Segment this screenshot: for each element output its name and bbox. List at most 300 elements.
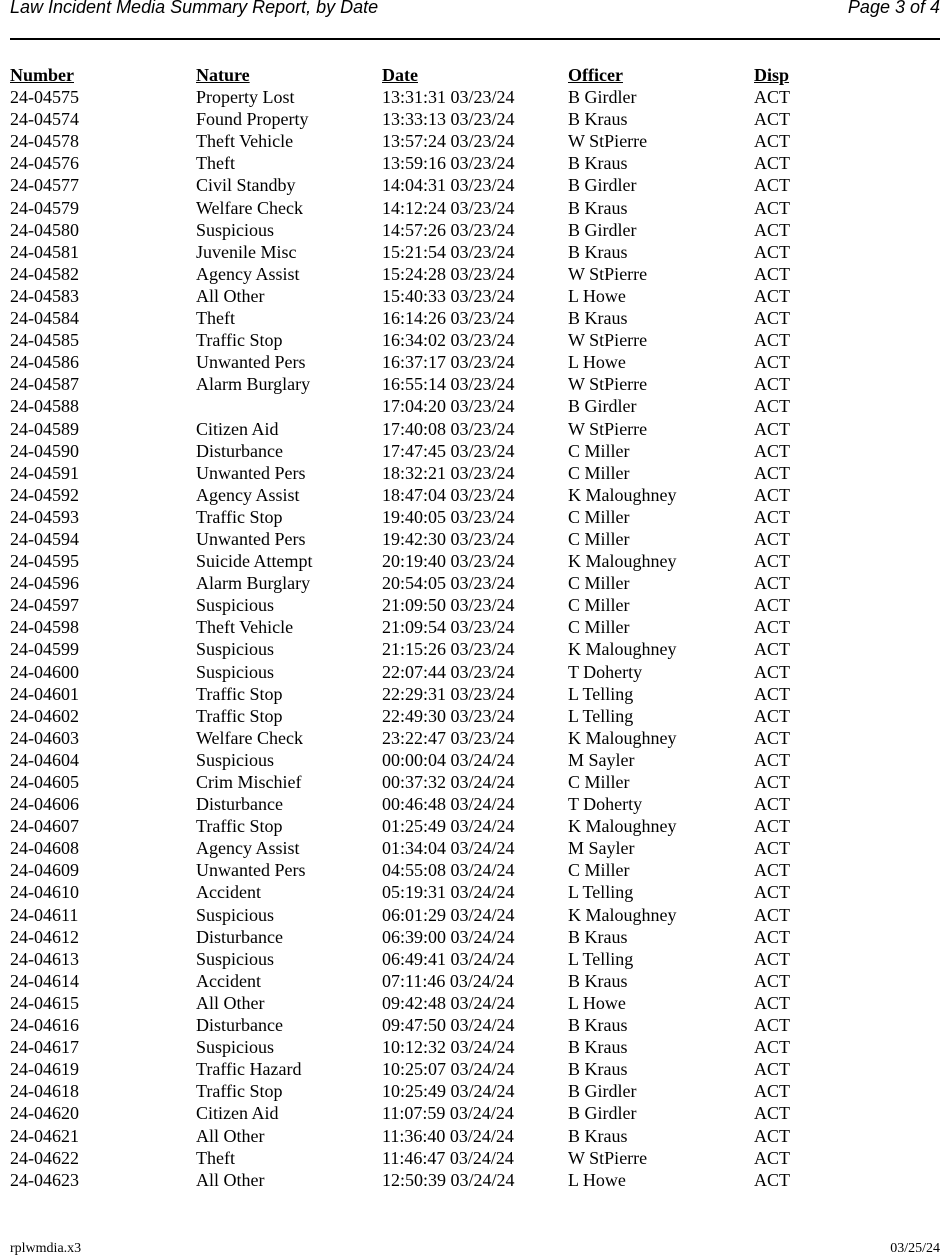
incident-nature: Theft (196, 153, 235, 174)
incident-officer: W StPierre (568, 374, 648, 395)
incident-officer: C Miller (568, 440, 630, 461)
incident-number: 24-04574 (10, 109, 79, 130)
incident-date: 06:39:00 03/24/24 (382, 926, 515, 947)
incident-disp: ACT (754, 882, 790, 903)
incident-nature: Theft Vehicle (196, 131, 294, 152)
incident-officer: B Kraus (568, 926, 628, 947)
table-row (10, 992, 940, 1014)
incident-nature: Theft Vehicle (196, 617, 294, 638)
incident-date: 06:49:41 03/24/24 (382, 948, 515, 969)
incident-officer: L Telling (568, 948, 634, 969)
incident-disp: ACT (754, 109, 790, 130)
table-row (10, 705, 940, 727)
incident-disp: ACT (754, 595, 790, 616)
incident-disp: ACT (754, 396, 790, 417)
incident-officer: W StPierre (568, 1147, 648, 1168)
incident-disp: ACT (754, 816, 790, 837)
incident-disp: ACT (754, 1015, 790, 1036)
incident-nature: Citizen Aid (196, 418, 279, 439)
table-row (10, 1102, 940, 1124)
incident-nature: All Other (196, 1125, 265, 1146)
table-row (10, 197, 940, 219)
table-row (10, 528, 940, 550)
incident-nature: Traffic Stop (196, 506, 283, 527)
incident-number: 24-04616 (10, 1015, 79, 1036)
incident-disp: ACT (754, 528, 790, 549)
page-indicator: Page 3 of 4 (847, 0, 940, 17)
incident-nature: Suspicious (196, 948, 275, 969)
incident-date: 05:19:31 03/24/24 (382, 882, 515, 903)
incident-officer: B Kraus (568, 109, 628, 130)
incident-nature: Traffic Stop (196, 816, 283, 837)
incident-number: 24-04620 (10, 1103, 79, 1124)
incident-nature: Disturbance (196, 794, 283, 815)
incident-officer: L Telling (568, 882, 634, 903)
incident-number: 24-04604 (10, 749, 79, 770)
table-row (10, 241, 940, 263)
incident-officer: B Girdler (568, 396, 637, 417)
incident-officer: B Girdler (568, 87, 637, 108)
incident-date: 01:34:04 03/24/24 (382, 838, 515, 859)
incident-nature: Agency Assist (196, 838, 300, 859)
table-row (10, 683, 940, 705)
incident-disp: ACT (754, 749, 790, 770)
incident-date: 16:55:14 03/23/24 (382, 374, 515, 395)
incident-nature: Theft (196, 1147, 235, 1168)
incident-officer: B Kraus (568, 1125, 628, 1146)
table-row (10, 395, 940, 417)
incident-nature: Citizen Aid (196, 1103, 279, 1124)
incident-officer: B Girdler (568, 1103, 637, 1124)
incident-date: 16:14:26 03/23/24 (382, 308, 515, 329)
incident-disp: ACT (754, 263, 790, 284)
incident-officer: B Kraus (568, 1037, 628, 1058)
incident-nature: Welfare Check (196, 727, 303, 748)
incident-number: 24-04599 (10, 639, 79, 660)
incident-disp: ACT (754, 727, 790, 748)
incident-number: 24-04612 (10, 926, 79, 947)
table-row (10, 793, 940, 815)
incident-date: 19:40:05 03/23/24 (382, 506, 515, 527)
incident-date: 00:46:48 03/24/24 (382, 794, 515, 815)
incident-disp: ACT (754, 948, 790, 969)
column-header-number: Number (10, 65, 74, 85)
incident-date: 21:09:54 03/23/24 (382, 617, 515, 638)
table-row (10, 1058, 940, 1080)
incident-date: 20:54:05 03/23/24 (382, 573, 515, 594)
incident-number: 24-04587 (10, 374, 79, 395)
incident-disp: ACT (754, 241, 790, 262)
incident-number: 24-04602 (10, 705, 79, 726)
incident-number: 24-04588 (10, 396, 79, 417)
incident-nature: Suspicious (196, 749, 275, 770)
incident-disp: ACT (754, 418, 790, 439)
incident-date: 10:25:07 03/24/24 (382, 1059, 515, 1080)
incident-date: 22:49:30 03/23/24 (382, 705, 515, 726)
incident-number: 24-04597 (10, 595, 79, 616)
incident-number: 24-04617 (10, 1037, 79, 1058)
incident-number: 24-04589 (10, 418, 79, 439)
incident-nature: Suicide Attempt (196, 551, 313, 572)
incident-date: 14:04:31 03/23/24 (382, 175, 515, 196)
table-row (10, 970, 940, 992)
incident-number: 24-04585 (10, 330, 79, 351)
incident-disp: ACT (754, 683, 790, 704)
incident-date: 14:12:24 03/23/24 (382, 197, 515, 218)
table-row (10, 638, 940, 660)
table-row (10, 351, 940, 373)
table-row (10, 1125, 940, 1147)
incident-officer: B Girdler (568, 175, 637, 196)
incident-number: 24-04619 (10, 1059, 79, 1080)
incident-disp: ACT (754, 1059, 790, 1080)
incident-nature: Theft (196, 308, 235, 329)
incident-number: 24-04623 (10, 1169, 79, 1190)
incident-date: 10:12:32 03/24/24 (382, 1037, 515, 1058)
incident-number: 24-04622 (10, 1147, 79, 1168)
table-row (10, 285, 940, 307)
table-header-row (10, 64, 940, 86)
incident-number: 24-04615 (10, 992, 79, 1013)
incident-disp: ACT (754, 1103, 790, 1124)
incident-officer: W StPierre (568, 418, 648, 439)
incident-number: 24-04577 (10, 175, 79, 196)
incident-disp: ACT (754, 970, 790, 991)
incident-disp: ACT (754, 308, 790, 329)
header-divider (10, 38, 940, 40)
incident-disp: ACT (754, 926, 790, 947)
column-header-date: Date (382, 65, 418, 85)
incident-disp: ACT (754, 573, 790, 594)
table-row (10, 1147, 940, 1169)
table-row (10, 506, 940, 528)
incident-nature: Property Lost (196, 87, 295, 108)
incident-disp: ACT (754, 153, 790, 174)
incident-officer: C Miller (568, 595, 630, 616)
incident-number: 24-04582 (10, 263, 79, 284)
incident-disp: ACT (754, 484, 790, 505)
incident-number: 24-04609 (10, 860, 79, 881)
incident-officer: B Kraus (568, 1059, 628, 1080)
incident-date: 11:46:47 03/24/24 (382, 1147, 514, 1168)
incident-date: 01:25:49 03/24/24 (382, 816, 515, 837)
incident-number: 24-04595 (10, 551, 79, 572)
incident-table (10, 64, 940, 1191)
table-row (10, 926, 940, 948)
incident-number: 24-04596 (10, 573, 79, 594)
table-row (10, 86, 940, 108)
incident-number: 24-04576 (10, 153, 79, 174)
incident-nature: Disturbance (196, 1015, 283, 1036)
incident-number: 24-04592 (10, 484, 79, 505)
table-row (10, 219, 940, 241)
incident-number: 24-04613 (10, 948, 79, 969)
incident-officer: C Miller (568, 617, 630, 638)
column-header-nature: Nature (196, 65, 250, 85)
incident-disp: ACT (754, 462, 790, 483)
incident-date: 13:33:13 03/23/24 (382, 109, 515, 130)
incident-number: 24-04610 (10, 882, 79, 903)
table-row (10, 904, 940, 926)
incident-number: 24-04606 (10, 794, 79, 815)
incident-officer: L Howe (568, 992, 626, 1013)
incident-officer: B Kraus (568, 153, 628, 174)
incident-nature: Unwanted Pers (196, 860, 306, 881)
table-row (10, 484, 940, 506)
incident-date: 21:15:26 03/23/24 (382, 639, 515, 660)
incident-disp: ACT (754, 1147, 790, 1168)
table-row (10, 373, 940, 395)
incident-disp: ACT (754, 87, 790, 108)
incident-disp: ACT (754, 330, 790, 351)
incident-date: 14:57:26 03/23/24 (382, 219, 515, 240)
incident-disp: ACT (754, 838, 790, 859)
incident-nature: Civil Standby (196, 175, 296, 196)
incident-date: 13:57:24 03/23/24 (382, 131, 515, 152)
incident-date: 15:40:33 03/23/24 (382, 285, 515, 306)
incident-nature: Found Property (196, 109, 309, 130)
incident-date: 22:29:31 03/23/24 (382, 683, 515, 704)
report-title: Law Incident Media Summary Report, by Date (10, 0, 379, 17)
table-row (10, 174, 940, 196)
incident-date: 17:47:45 03/23/24 (382, 440, 515, 461)
report-id: rplwmdia.x3 (10, 1241, 82, 1256)
table-row (10, 307, 940, 329)
incident-date: 23:22:47 03/23/24 (382, 727, 515, 748)
incident-officer: C Miller (568, 506, 630, 527)
incident-nature: Alarm Burglary (196, 374, 311, 395)
incident-officer: W StPierre (568, 263, 648, 284)
incident-number: 24-04605 (10, 772, 79, 792)
incident-nature: Traffic Stop (196, 1081, 283, 1102)
incident-nature: Traffic Stop (196, 705, 283, 726)
incident-disp: ACT (754, 175, 790, 196)
incident-nature: Suspicious (196, 595, 275, 616)
incident-officer: C Miller (568, 860, 630, 881)
incident-date: 09:42:48 03/24/24 (382, 992, 515, 1013)
incident-nature: Disturbance (196, 926, 283, 947)
incident-nature: Suspicious (196, 1037, 275, 1058)
table-row (10, 263, 940, 285)
table-row (10, 130, 940, 152)
incident-disp: ACT (754, 1169, 790, 1190)
incident-date: 12:50:39 03/24/24 (382, 1169, 515, 1190)
incident-officer: L Howe (568, 285, 626, 306)
incident-nature: Traffic Stop (196, 683, 283, 704)
incident-date: 10:25:49 03/24/24 (382, 1081, 515, 1102)
incident-officer: C Miller (568, 462, 630, 483)
incident-nature: Juvenile Misc (196, 241, 297, 262)
incident-disp: ACT (754, 1037, 790, 1058)
incident-officer: C Miller (568, 528, 630, 549)
incident-date: 20:19:40 03/23/24 (382, 551, 515, 572)
incident-number: 24-04581 (10, 241, 79, 262)
incident-date: 22:07:44 03/23/24 (382, 661, 515, 682)
incident-officer: K Maloughney (568, 639, 677, 660)
incident-date: 07:11:46 03/24/24 (382, 970, 514, 991)
table-row (10, 771, 940, 793)
incident-date: 18:32:21 03/23/24 (382, 462, 515, 483)
incident-nature: Unwanted Pers (196, 528, 306, 549)
table-row (10, 948, 940, 970)
incident-disp: ACT (754, 551, 790, 572)
table-row (10, 1014, 940, 1036)
table-row (10, 859, 940, 881)
incident-number: 24-04591 (10, 462, 79, 483)
table-row (10, 881, 940, 903)
incident-date: 13:59:16 03/23/24 (382, 153, 515, 174)
incident-date: 17:40:08 03/23/24 (382, 418, 515, 439)
incident-disp: ACT (754, 639, 790, 660)
incident-number: 24-04618 (10, 1081, 79, 1102)
incident-officer: M Sayler (568, 838, 635, 859)
incident-nature: Suspicious (196, 219, 275, 240)
incident-disp: ACT (754, 661, 790, 682)
table-row (10, 550, 940, 572)
table-row (10, 440, 940, 462)
incident-officer: B Kraus (568, 197, 628, 218)
incident-nature: All Other (196, 1169, 265, 1190)
incident-number: 24-04600 (10, 661, 79, 682)
incident-number: 24-04593 (10, 506, 79, 527)
incident-disp: ACT (754, 904, 790, 925)
table-row (10, 837, 940, 859)
incident-nature: Agency Assist (196, 484, 300, 505)
incident-nature: Accident (196, 970, 261, 991)
incident-date: 21:09:50 03/23/24 (382, 595, 515, 616)
incident-nature: Accident (196, 882, 261, 903)
incident-nature: Traffic Stop (196, 330, 283, 351)
table-row (10, 152, 940, 174)
incident-nature: Unwanted Pers (196, 352, 306, 373)
incident-nature: Traffic Hazard (196, 1059, 302, 1080)
incident-nature: All Other (196, 992, 265, 1013)
table-row (10, 727, 940, 749)
incident-nature: Disturbance (196, 440, 283, 461)
incident-officer: L Telling (568, 705, 634, 726)
incident-officer: L Howe (568, 1169, 626, 1190)
table-row (10, 418, 940, 440)
table-row (10, 1169, 940, 1191)
incident-number: 24-04598 (10, 617, 79, 638)
incident-date: 04:55:08 03/24/24 (382, 860, 515, 881)
incident-date: 16:34:02 03/23/24 (382, 330, 515, 351)
incident-date: 11:36:40 03/24/24 (382, 1125, 514, 1146)
incident-date: 09:47:50 03/24/24 (382, 1015, 515, 1036)
incident-disp: ACT (754, 131, 790, 152)
incident-nature: Agency Assist (196, 263, 300, 284)
incident-date: 17:04:20 03/23/24 (382, 396, 515, 417)
incident-disp: ACT (754, 772, 790, 792)
incident-number: 24-04575 (10, 87, 79, 108)
incident-officer: B Girdler (568, 219, 637, 240)
incident-date: 15:24:28 03/23/24 (382, 263, 515, 284)
incident-disp: ACT (754, 1125, 790, 1146)
incident-officer: L Telling (568, 683, 634, 704)
incident-officer: W StPierre (568, 131, 648, 152)
incident-officer: C Miller (568, 573, 630, 594)
incident-date: 18:47:04 03/23/24 (382, 484, 515, 505)
incident-officer: C Miller (568, 772, 630, 792)
incident-nature: Unwanted Pers (196, 462, 306, 483)
incident-officer: K Maloughney (568, 484, 677, 505)
incident-officer: B Kraus (568, 970, 628, 991)
incident-date: 00:37:32 03/24/24 (382, 772, 515, 792)
incident-date: 11:07:59 03/24/24 (382, 1103, 514, 1124)
table-row (10, 815, 940, 837)
incident-number: 24-04621 (10, 1125, 79, 1146)
incident-number: 24-04608 (10, 838, 79, 859)
incident-nature: Suspicious (196, 639, 275, 660)
incident-disp: ACT (754, 705, 790, 726)
incident-disp: ACT (754, 794, 790, 815)
incident-nature: Welfare Check (196, 197, 303, 218)
incident-officer: B Kraus (568, 241, 628, 262)
incident-disp: ACT (754, 374, 790, 395)
incident-officer: K Maloughney (568, 904, 677, 925)
incident-number: 24-04584 (10, 308, 79, 329)
column-header-disp: Disp (754, 65, 790, 85)
incident-officer: T Doherty (568, 794, 643, 815)
incident-number: 24-04590 (10, 440, 79, 461)
incident-number: 24-04601 (10, 683, 79, 704)
printed-date: 03/25/24 (890, 1241, 940, 1256)
column-header-officer: Officer (568, 65, 623, 85)
table-row (10, 661, 940, 683)
incident-number: 24-04579 (10, 197, 79, 218)
incident-disp: ACT (754, 285, 790, 306)
incident-disp: ACT (754, 506, 790, 527)
incident-date: 19:42:30 03/23/24 (382, 528, 515, 549)
incident-officer: B Kraus (568, 1015, 628, 1036)
table-row (10, 749, 940, 771)
incident-number: 24-04614 (10, 970, 79, 991)
incident-officer: L Howe (568, 352, 626, 373)
incident-nature: Alarm Burglary (196, 573, 311, 594)
incident-disp: ACT (754, 352, 790, 373)
incident-number: 24-04586 (10, 352, 79, 373)
incident-number: 24-04594 (10, 528, 79, 549)
incident-disp: ACT (754, 219, 790, 240)
incident-number: 24-04580 (10, 219, 79, 240)
incident-nature: Crim Mischief (196, 772, 302, 792)
incident-date: 15:21:54 03/23/24 (382, 241, 515, 262)
incident-nature: Suspicious (196, 661, 275, 682)
incident-number: 24-04603 (10, 727, 79, 748)
incident-number: 24-04578 (10, 131, 79, 152)
incident-date: 06:01:29 03/24/24 (382, 904, 515, 925)
incident-disp: ACT (754, 617, 790, 638)
table-row (10, 594, 940, 616)
table-row (10, 329, 940, 351)
incident-date: 00:00:04 03/24/24 (382, 749, 515, 770)
table-row (10, 462, 940, 484)
incident-officer: K Maloughney (568, 816, 677, 837)
incident-number: 24-04611 (10, 904, 79, 925)
incident-disp: ACT (754, 440, 790, 461)
incident-officer: T Doherty (568, 661, 643, 682)
incident-officer: B Kraus (568, 308, 628, 329)
incident-date: 16:37:17 03/23/24 (382, 352, 515, 373)
table-row (10, 572, 940, 594)
table-row (10, 616, 940, 638)
incident-officer: B Girdler (568, 1081, 637, 1102)
incident-disp: ACT (754, 197, 790, 218)
incident-officer: M Sayler (568, 749, 635, 770)
incident-number: 24-04607 (10, 816, 79, 837)
table-row (10, 1036, 940, 1058)
table-row (10, 108, 940, 130)
